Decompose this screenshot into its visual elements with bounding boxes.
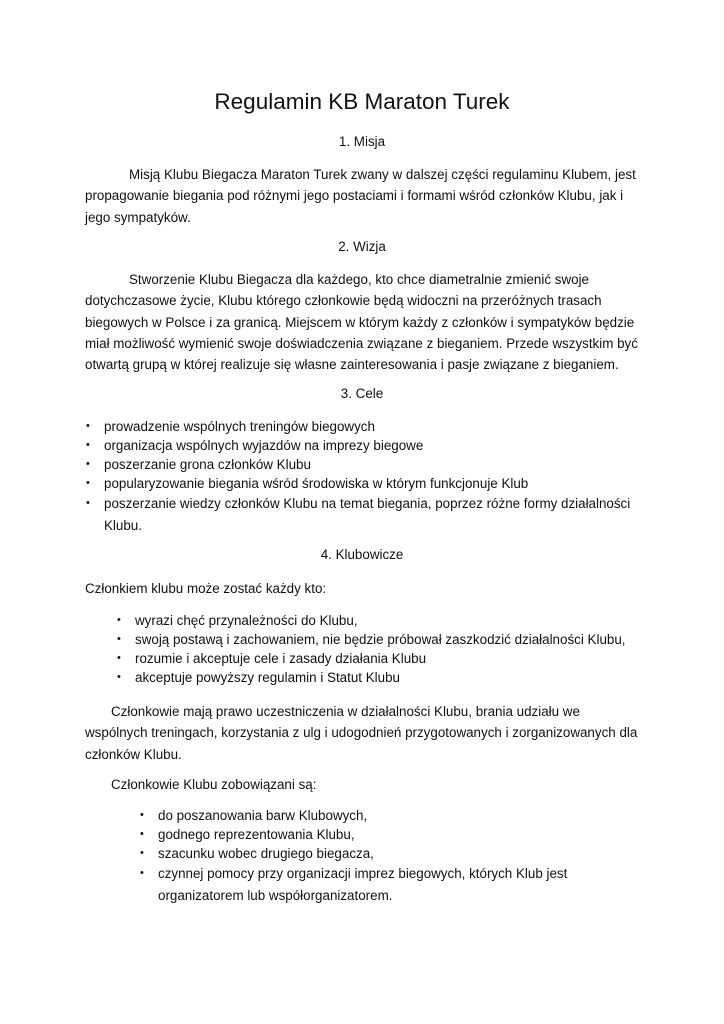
- bullet-icon: •: [86, 439, 90, 451]
- bullet-icon: •: [140, 847, 144, 859]
- list-item: • akceptuje powyższy regulamin i Statut Klubu: [117, 670, 400, 685]
- goals-list: [86, 417, 646, 536]
- section-heading-cele: 3. Cele: [340, 386, 384, 401]
- paragraph-misja: Misją Klubu Biegacza Maraton Turek zwany w dalszej części regulaminu Klubem, jest propagowanie biegania pod różnymi jego postaciami i formami wśród członków Klubu, jak i jego sympatyków.: [85, 167, 636, 225]
- bullet-icon: •: [117, 671, 121, 683]
- section-heading-misja: 1. Misja: [338, 134, 386, 149]
- bullet-icon: •: [86, 420, 90, 432]
- list-item: • godnego reprezentowania Klubu,: [140, 827, 355, 842]
- list-item: • rozumie i akceptuje cele i zasady działania Klubu: [117, 651, 427, 666]
- member-duties-list: [140, 806, 580, 906]
- bullet-icon: •: [117, 652, 121, 664]
- list-item: • poszerzanie wiedzy członków Klubu na temat biegania, poprzez różne formy działalności Klubu.: [86, 493, 646, 536]
- paragraph-wizja: Stworzenie Klubu Biegacza dla każdego, kto chce diametralnie zmienić swoje dotychczasowe życie, Klubu którego członkowie będą widoczni na przeróżnych trasach biegowych w Polsce i za granicą. Miejscem w którym każdy z członków i sympatyków będzie miał możliwość wymienić swoje doświadczenia związane z bieganiem. Przede wszystkim być otwartą grupą w której realizuje się własne zainteresowania i pasje związane z bieganiem.: [85, 272, 638, 373]
- paragraph-member-rights: Członkowie mają prawo uczestniczenia w działalności Klubu, brania udziału we wspólnych treningach, korzystania z ulg i udogodnień przygotowanych i zorganizowanych dla członków Klubu.: [85, 704, 638, 762]
- document-title: Regulamin KB Maraton Turek: [214, 89, 510, 114]
- bullet-icon: •: [86, 458, 90, 470]
- membership-conditions-list: [117, 611, 657, 687]
- list-item: • czynnej pomocy przy organizacji imprez biegowych, których Klub jest organizatorem lub współorganizatorem.: [140, 863, 580, 906]
- bullet-icon: •: [86, 497, 90, 509]
- list-item: • organizacja wspólnych wyjazdów na imprezy biegowe: [86, 438, 424, 453]
- section-heading-klubowicze: 4. Klubowicze: [320, 547, 404, 562]
- paragraph-member-duties-intro: Członkowie Klubu zobowiązani są:: [111, 777, 317, 792]
- bullet-icon: •: [117, 614, 121, 626]
- list-item: • szacunku wobec drugiego biegacza,: [140, 846, 374, 861]
- section-heading-wizja: 2. Wizja: [338, 239, 386, 254]
- bullet-icon: •: [117, 633, 121, 645]
- list-item: • swoją postawą i zachowaniem, nie będzie próbował zaszkodzić działalności Klubu,: [117, 632, 626, 647]
- bullet-icon: •: [140, 809, 144, 821]
- list-item: • poszerzanie grona członków Klubu: [86, 457, 311, 472]
- list-item: • prowadzenie wspólnych treningów biegowych: [86, 419, 375, 434]
- list-item: • do poszanowania barw Klubowych,: [140, 808, 368, 823]
- paragraph-membership-intro: Członkiem klubu może zostać każdy kto:: [85, 581, 327, 596]
- bullet-icon: •: [140, 867, 144, 879]
- list-item: • popularyzowanie biegania wśród środowiska w którym funkcjonuje Klub: [86, 476, 529, 491]
- bullet-icon: •: [86, 477, 90, 489]
- list-item: • wyrazi chęć przynależności do Klubu,: [117, 613, 358, 628]
- bullet-icon: •: [140, 828, 144, 840]
